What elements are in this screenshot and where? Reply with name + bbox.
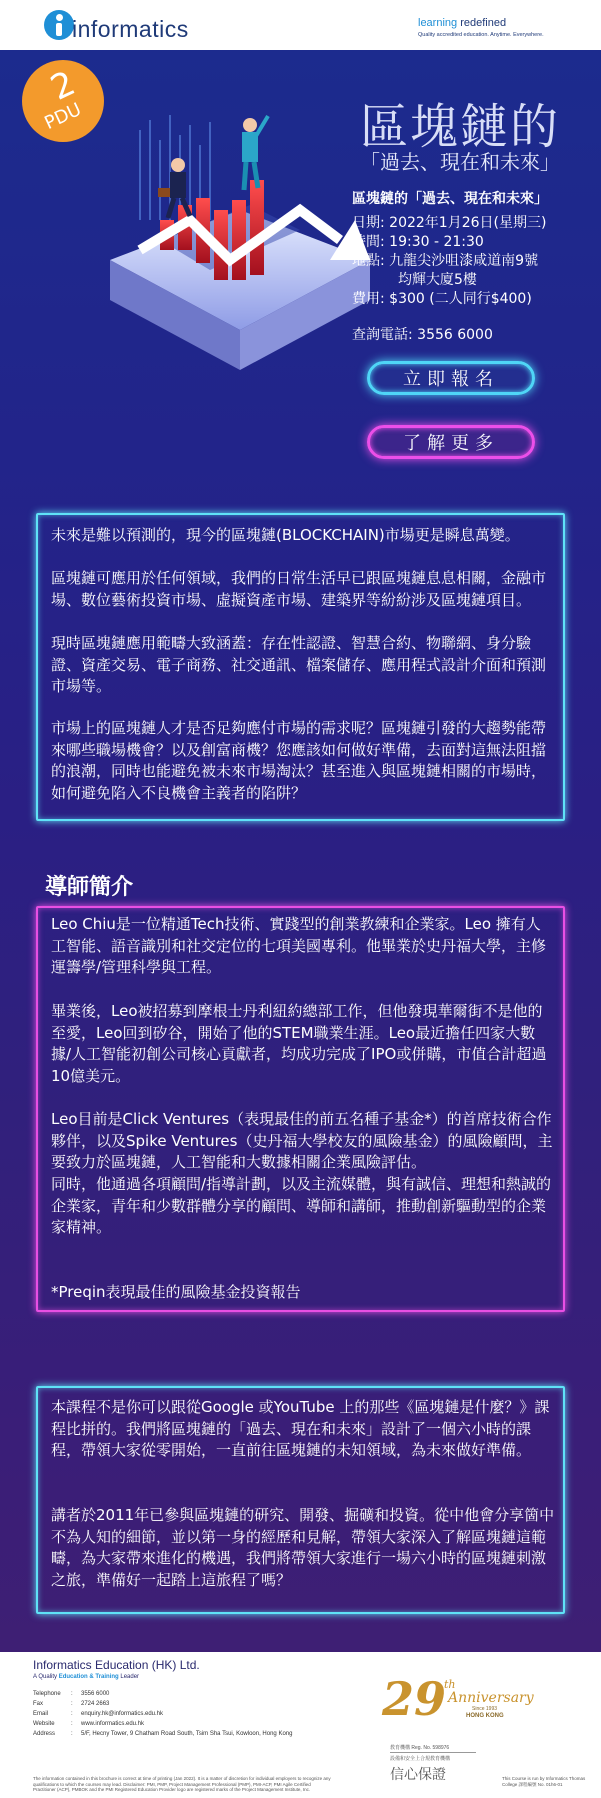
intro-paragraph-2: 區塊鏈可應用於任何領域，我們的日常生活早已跟區塊鏈息息相關，金融市場、數位藝術投資市場、虛擬資產市場、建築界等紛紛涉及區塊鏈項目。 — [51, 569, 547, 609]
event-date: 日期: 2022年1月26日(星期三) — [352, 215, 547, 231]
anniversary-number: 29 — [382, 1672, 447, 1726]
mentor-paragraph-1: Leo Chiu是一位精通Tech技術、實踐型的創業教練和企業家。Leo 擁有人工智能、語音識別和社交定位的七項美國專利。他畢業於史丹福大學，主修運籌學/管理科學與工程。 — [51, 915, 547, 976]
mentor-section-title: 導師簡介 — [45, 875, 134, 900]
anniversary-since: Since 1993 — [472, 1706, 498, 1712]
tagline-highlight: learning — [418, 17, 458, 29]
footer-row-fax: Fax : 2724 2663 — [33, 1701, 110, 1707]
intro-paragraph-4: 市場上的區塊鏈人才是否足夠應付市場的需求呢？區塊鏈引發的大趨勢能帶來哪些職場機會？以及創富商機？您應該如何做好準備，去面對這無法阻擋的浪潮，同時也能避免被未來市場淘汰？甚至進入與區塊鏈相關的市場時，如何避免陷入不良機會主義者的陷阱？ — [51, 719, 547, 802]
event-venue-line2: 均輝大廈5樓 — [398, 272, 477, 288]
pdu-number: 2 — [44, 63, 82, 109]
top-bar — [0, 0, 601, 50]
intro-box — [36, 513, 565, 821]
blockchain-illustration — [100, 110, 380, 380]
anniversary-word: Anniversary — [448, 1690, 534, 1706]
course-paragraph-2: 講者於2011年已參與區塊鏈的研究、開發、掘礦和投資。從中他會分享箇中不為人知的細節，並以第一身的經歷和見解，帶領大家深入了解區塊鏈這範疇，為大家帶來進化的機遇，我們將帶領大家進行一場六小時的區塊鏈刺激之旅，準備好一起踏上這旅程了嗎？ — [51, 1506, 555, 1589]
informatics-logo-icon[interactable] — [44, 10, 74, 40]
quality-assurance-mark: 信心保證 — [390, 1767, 446, 1783]
quality-subtitle: 設備和安全上合規教育機構 — [390, 1756, 451, 1762]
learn-more-button[interactable]: 了解更多 — [367, 425, 535, 459]
mentor-paragraph-3: Leo目前是Click Ventures（表現最佳的前五名種子基金*）的首席技術合作夥伴，以及Spike Ventures（史丹福大學校友的風險基金）的風險顧問，主要致力於區塊鏈，人工智能和大數據相關企業風險評估。 — [51, 1110, 553, 1171]
enquiry-phone: 查詢電話: 3556 6000 — [352, 327, 493, 343]
hero-title: 區塊鏈的 — [359, 99, 560, 155]
pdu-badge — [22, 60, 104, 142]
course-box — [36, 1386, 565, 1614]
event-time: 時間: 19:30 - 21:30 — [352, 234, 484, 250]
pdu-label: PDU — [41, 98, 85, 135]
hero-subtitle: 「過去、現在和未來」 — [360, 150, 560, 174]
footer-leader — [33, 1674, 139, 1680]
footer-disclaimer: The information contained in this brochure is correct at time of printing (Jan 2022). It is a matter of discretion for individual employers to recognize any qualifications to which the courses may lead. Disclaimer: PMI, PMP, Project Management Professional (PMP), PMI-ACP, PMI Agile Certified Practitioner (ACP), PMBOK and the PMI Registered Education Provider logo are registered marks of the Project Management Institute, Inc. — [33, 1776, 331, 1792]
footer-row-telephone: Telephone : 3556 6000 — [33, 1691, 110, 1697]
mentor-paragraph-2: 畢業後，Leo被招募到摩根士丹利紐約總部工作，但他發現華爾街不是他的至愛，Leo回到矽谷，開始了他的STEM職業生涯。Leo最近擔任四家大數據/人工智能初創公司核心貢獻者，均成功完成了IPO或併購，市值合計超過10億美元。 — [51, 1002, 547, 1085]
anniversary-hk: HONG KONG — [466, 1713, 504, 1719]
tagline-rest: redefined — [457, 17, 507, 29]
footer — [0, 1652, 601, 1798]
tagline-sub: Quality accredited education. Anytime. Everywhere. — [418, 32, 544, 38]
course-paragraph-1: 本課程不是你可以跟從Google 或YouTube 上的那些《區塊鏈是什麼？》課程比拼的。我們將區塊鏈的「過去、現在和未來」設計了一個六小時的課程，帶領大家從零開始，一直前往區塊鏈的未知領域，為未來做好準備。 — [51, 1398, 550, 1459]
register-button[interactable]: 立即報名 — [367, 361, 535, 395]
tagline — [418, 17, 506, 29]
mentor-footnote: *Preqin表現最佳的風險基金投資報告 — [51, 1283, 301, 1301]
footer-row-website: Website : www.informatics.edu.hk — [33, 1721, 145, 1727]
anniversary-logo — [382, 1672, 532, 1732]
intro-paragraph-1: 未來是難以預測的，現今的區塊鏈(BLOCKCHAIN)市場更是瞬息萬變。 — [51, 526, 520, 544]
anniversary-th: th — [444, 1678, 456, 1691]
logo-text[interactable]: informatics — [72, 16, 189, 42]
mentor-box — [36, 906, 565, 1312]
leader-pre: A Quality — [33, 1674, 59, 1680]
quality-divider — [390, 1752, 476, 1753]
leader-highlight: Education & Training — [58, 1674, 119, 1680]
course-note: This Course is run by Informatics Thomas College 課程編號 No. 01h6-01 — [502, 1776, 586, 1787]
event-name: 區塊鏈的「過去、現在和未來」 — [352, 191, 548, 207]
footer-row-email: Email : enquiry.hk@informatics.edu.hk — [33, 1711, 164, 1717]
quality-reg: 教育機構 Reg. No. 598976 — [390, 1745, 450, 1751]
mentor-paragraph-4: 同時，他通過各項顧問/指導計劃，以及主流媒體，與有誠信、理想和熱誠的企業家，青年和少數群體分享的顧問、導師和講師，推動創新驅動型的企業家精神。 — [51, 1175, 552, 1236]
leader-post: Leader — [118, 1674, 140, 1680]
event-fee: 費用: $300 (二人同行$400) — [352, 291, 532, 307]
intro-paragraph-3: 現時區塊鏈應用範疇大致涵蓋：存在性認證、智慧合約、物聯網、身分驗證、資產交易、電子商務、社交通訊、檔案儲存、應用程式設計介面和預測市場等。 — [51, 634, 547, 695]
footer-row-address: Address : 5/F, Hecny Tower, 9 Chatham Road South, Tsim Sha Tsui, Kowloon, Hong Kong — [33, 1731, 293, 1737]
footer-company: Informatics Education (HK) Ltd. — [33, 1658, 200, 1672]
event-venue: 地點: 九龍尖沙咀漆咸道南9號 — [352, 253, 539, 269]
